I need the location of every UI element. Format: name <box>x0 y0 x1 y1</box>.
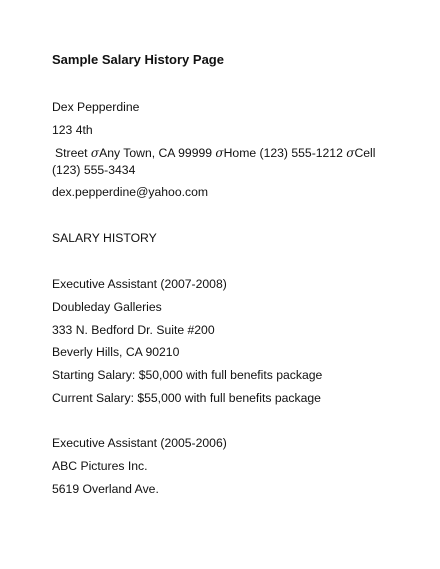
address-contact-line <box>52 145 375 161</box>
home-phone-text: Home (123) 555-1212 <box>223 146 347 160</box>
bullet-symbol-icon: σ <box>346 146 355 160</box>
cell-number: (123) 555-3434 <box>52 163 136 177</box>
job-company: Doubleday Galleries <box>52 300 162 314</box>
cell-label-text: Cell <box>354 146 376 160</box>
job-city: Beverly Hills, CA 90210 <box>52 345 180 359</box>
job-starting-salary: Starting Salary: $50,000 with full benefits package <box>52 368 323 382</box>
job-title: Executive Assistant (2007-2008) <box>52 277 227 291</box>
job-company: ABC Pictures Inc. <box>52 459 148 473</box>
job-address: 333 N. Bedford Dr. Suite #200 <box>52 323 215 337</box>
street-text: Street <box>55 146 91 160</box>
email-address[interactable]: dex.pepperdine@yahoo.com <box>52 185 209 199</box>
bullet-symbol-icon: σ <box>215 146 224 160</box>
address-line-1: 123 4th <box>52 123 93 137</box>
contact-name: Dex Pepperdine <box>52 100 140 114</box>
town-text: Any Town, CA 99999 <box>99 146 216 160</box>
job-title: Executive Assistant (2005-2006) <box>52 436 227 450</box>
page-title: Sample Salary History Page <box>52 52 224 67</box>
section-heading: SALARY HISTORY <box>52 231 157 245</box>
bullet-symbol-icon: σ <box>90 146 100 160</box>
job-current-salary: Current Salary: $55,000 with full benefits package <box>52 391 321 405</box>
job-address: 5619 Overland Ave. <box>52 482 159 496</box>
